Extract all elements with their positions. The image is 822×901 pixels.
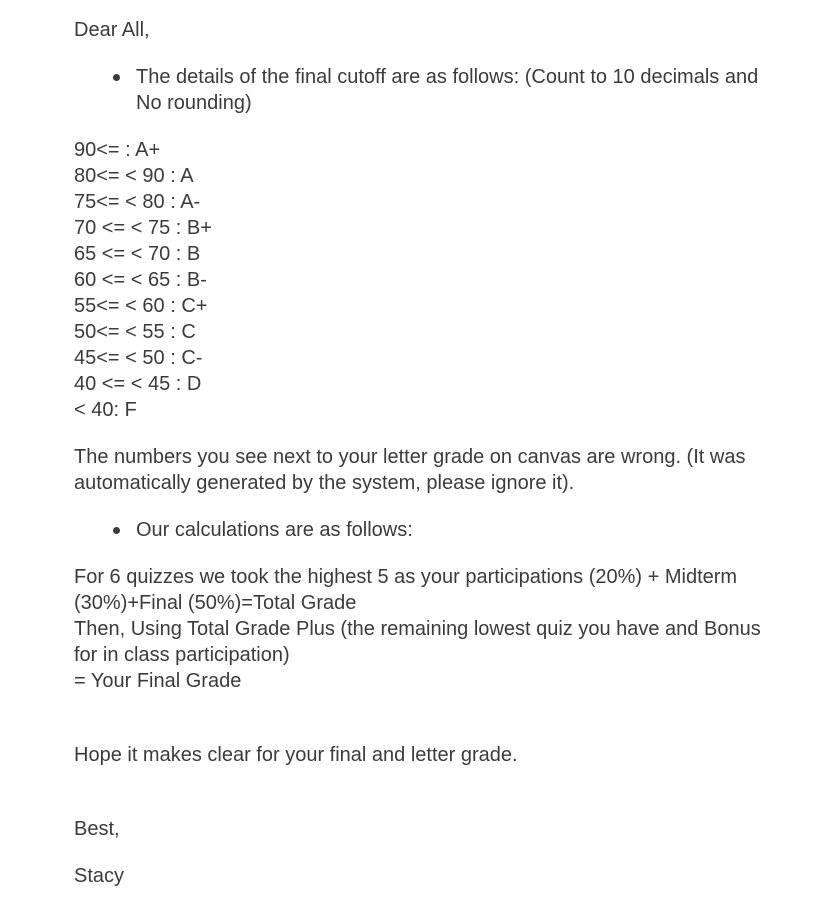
cutoff-list	[74, 137, 774, 423]
calc-line: Then, Using Total Grade Plus (the remaining lowest quiz you have and Bonus for in class participation)	[74, 618, 761, 666]
bullet-cutoff-intro: The details of the final cutoff are as follows: (Count to 10 decimals and No rounding)	[74, 64, 774, 116]
cutoff-line: 45<= < 50 : C-	[74, 347, 203, 369]
greeting: Dear All,	[74, 19, 150, 41]
cutoff-line: < 40: F	[74, 399, 137, 421]
cutoff-line: 40 <= < 45 : D	[74, 373, 202, 395]
bullet-list-calc	[74, 517, 774, 543]
cutoff-line: 80<= < 90 : A	[74, 165, 194, 187]
cutoff-line: 60 <= < 65 : B-	[74, 269, 207, 291]
bullet-calc-intro: Our calculations are as follows:	[74, 517, 774, 543]
cutoff-line: 90<= : A+	[74, 139, 161, 161]
calculation-text	[74, 564, 774, 694]
closing-line: Hope it makes clear for your final and letter grade.	[74, 744, 518, 766]
cutoff-line: 65 <= < 70 : B	[74, 243, 201, 265]
email-body	[74, 17, 774, 889]
calc-line: For 6 quizzes we took the highest 5 as your participations (20%) + Midterm (30%)+Final (50%)=Total Grade	[74, 566, 738, 614]
cutoff-line: 70 <= < 75 : B+	[74, 217, 212, 239]
cutoff-line: 55<= < 60 : C+	[74, 295, 208, 317]
bullet-list-cutoff	[74, 64, 774, 116]
cutoff-line: 75<= < 80 : A-	[74, 191, 201, 213]
cutoff-line: 50<= < 55 : C	[74, 321, 196, 343]
signoff: Best,	[74, 818, 120, 840]
canvas-note: The numbers you see next to your letter grade on canvas are wrong. (It was automatically generated by the system, please ignore it).	[74, 446, 746, 494]
calc-line: = Your Final Grade	[74, 670, 242, 692]
signature: Stacy	[74, 865, 125, 887]
